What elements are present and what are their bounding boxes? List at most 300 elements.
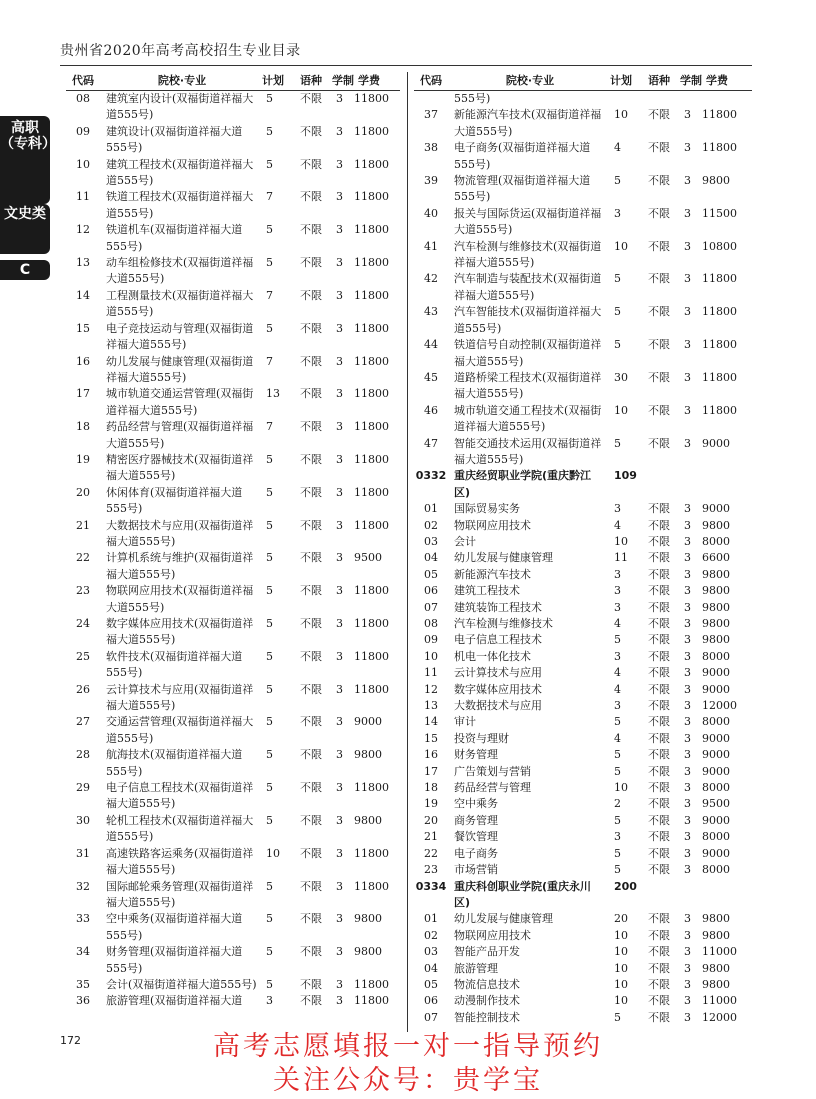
cell-fee: 9800 <box>702 584 730 598</box>
table-row <box>414 714 752 730</box>
cell-plan: 5 <box>614 764 621 778</box>
cell-fee: 9800 <box>702 600 730 614</box>
cell-code: 28 <box>76 748 90 762</box>
cell-lang <box>648 879 684 912</box>
cell-lang: 不限 <box>300 715 322 729</box>
cell-plan: 5 <box>266 452 273 466</box>
watermark-line-2: 关注公众号：贵学宝 <box>273 1065 543 1096</box>
table-row <box>66 944 400 977</box>
cell-years: 3 <box>684 633 691 647</box>
cell-lang: 不限 <box>648 781 670 795</box>
cell-name: 动车组检修技术(双福街道祥福大道555号) <box>106 256 254 286</box>
cell-code: 09 <box>424 633 438 647</box>
cell-lang: 不限 <box>648 682 670 696</box>
cell-lang: 不限 <box>300 92 322 105</box>
cell-code: 07 <box>424 1010 438 1024</box>
cell-code: 37 <box>424 108 438 122</box>
cell-years: 3 <box>684 945 691 959</box>
cell-name: 报关与国际货运(双福街道祥福大道555号) <box>454 206 602 237</box>
cell-name: 药品经营与管理 <box>454 781 531 795</box>
right-table <box>414 72 752 1026</box>
cell-plan: 7 <box>266 288 273 302</box>
header-code: 代码 <box>72 74 94 87</box>
cell-code: 20 <box>76 485 90 499</box>
cell-lang: 不限 <box>648 945 670 959</box>
cell-code: 22 <box>424 846 438 860</box>
cell-plan: 5 <box>266 256 273 270</box>
cell-lang: 不限 <box>648 403 670 417</box>
cell-years: 3 <box>684 436 691 450</box>
cell-lang: 不限 <box>648 338 670 352</box>
cell-plan: 10 <box>614 961 628 975</box>
cell-fee: 9000 <box>702 813 730 827</box>
left-table-body <box>66 91 400 1010</box>
cell-years: 3 <box>336 748 343 762</box>
cell-plan: 5 <box>614 846 621 860</box>
cell-years: 3 <box>684 403 691 417</box>
table-row <box>414 632 752 648</box>
cell-plan: 20 <box>614 912 628 926</box>
cell-code: 10 <box>424 649 438 663</box>
table-row <box>414 534 752 550</box>
table-row <box>414 403 752 436</box>
cell-code: 06 <box>424 994 438 1008</box>
cell-fee: 11800 <box>702 403 737 417</box>
cell-years: 3 <box>336 617 343 630</box>
header-lang: 语种 <box>300 74 322 87</box>
cell-plan: 109 <box>614 469 637 483</box>
cell-years: 3 <box>684 830 691 844</box>
cell-plan: 10 <box>614 945 628 959</box>
table-row <box>414 682 752 698</box>
cell-fee: 11500 <box>702 206 737 220</box>
cell-fee: 9800 <box>702 633 730 647</box>
table-row <box>414 616 752 632</box>
cell-lang: 不限 <box>300 617 322 630</box>
cell-lang: 不限 <box>648 239 670 253</box>
cell-code: 05 <box>424 567 438 581</box>
cell-fee: 11800 <box>702 338 737 352</box>
cell-name: 电子商务 <box>454 846 498 860</box>
cell-plan: 10 <box>266 846 280 860</box>
cell-lang: 不限 <box>300 518 322 532</box>
cell-name: 城市轨道交通运营管理(双福街道祥福大道555号) <box>106 387 254 417</box>
cell-name: 物联网应用技术 <box>454 928 531 942</box>
cell-lang: 不限 <box>648 436 670 450</box>
header-name: 院校·专业 <box>505 74 555 87</box>
cell-fee: 9000 <box>702 731 730 745</box>
cell-lang: 不限 <box>300 124 322 138</box>
cell-fee: 9000 <box>354 715 382 729</box>
cell-plan: 5 <box>266 617 273 630</box>
table-row <box>414 829 752 845</box>
cell-fee: 9000 <box>702 682 730 696</box>
table-row <box>66 222 400 255</box>
table-row <box>414 764 752 780</box>
cell-fee: 9800 <box>354 748 382 762</box>
cell-fee: 9000 <box>702 666 730 680</box>
cell-lang: 不限 <box>648 1010 670 1024</box>
header-years: 学制 <box>680 74 702 87</box>
cell-fee: 8000 <box>702 715 730 729</box>
table-row <box>66 518 400 551</box>
cell-lang: 不限 <box>648 534 670 548</box>
cell-fee: 12000 <box>702 699 737 713</box>
cell-fee: 11800 <box>354 879 389 893</box>
cell-code: 13 <box>424 699 438 713</box>
cell-fee <box>702 468 748 501</box>
cell-fee: 9800 <box>354 912 382 926</box>
cell-name: 智能交通技术运用(双福街道祥福大道555号) <box>454 436 602 466</box>
cell-fee: 8000 <box>702 534 730 548</box>
cell-years: 3 <box>684 994 691 1008</box>
table-row <box>414 107 752 140</box>
cell-lang <box>648 468 684 501</box>
table-row <box>414 436 752 469</box>
cell-lang: 不限 <box>300 846 322 860</box>
table-row <box>414 747 752 763</box>
table-row <box>66 485 400 518</box>
cell-name: 数字媒体应用技术(双福街道祥福大道555号) <box>106 617 254 647</box>
cell-code: 27 <box>76 715 90 729</box>
cell-plan: 4 <box>614 731 621 745</box>
cell-fee: 11800 <box>354 994 389 1008</box>
cell-years <box>684 468 702 501</box>
cell-lang: 不限 <box>648 633 670 647</box>
cell-fee: 11000 <box>702 994 737 1008</box>
cell-fee: 11800 <box>354 157 389 171</box>
cell-lang: 不限 <box>648 912 670 926</box>
cell-code: 08 <box>424 617 438 630</box>
cell-fee: 9800 <box>702 518 730 532</box>
cell-code: 09 <box>76 124 90 138</box>
cell-plan: 7 <box>266 420 273 434</box>
cell-fee: 8000 <box>702 863 730 877</box>
cell-years: 3 <box>336 813 343 827</box>
cell-lang: 不限 <box>648 961 670 975</box>
cell-lang: 不限 <box>648 305 670 319</box>
cell-name: 财务管理 <box>454 748 498 762</box>
cell-years: 3 <box>336 288 343 302</box>
cell-lang: 不限 <box>648 830 670 844</box>
cell-years: 3 <box>684 567 691 581</box>
cell-plan: 3 <box>614 830 621 844</box>
cell-name: 商务管理 <box>454 813 498 827</box>
cell-name: 动漫制作技术 <box>454 994 520 1008</box>
cell-years: 3 <box>684 863 691 877</box>
cell-plan: 30 <box>614 370 628 384</box>
cell-name: 会计(双福街道祥福大道555号) <box>106 977 257 991</box>
cell-years: 3 <box>684 584 691 598</box>
table-row <box>66 386 400 419</box>
cell-name: 汽车检测与维修技术 <box>454 617 553 630</box>
cell-fee: 11800 <box>354 92 389 105</box>
cell-lang: 不限 <box>648 731 670 745</box>
table-row <box>66 780 400 813</box>
table-row <box>66 419 400 452</box>
table-row <box>66 124 400 157</box>
cell-years: 3 <box>684 141 691 155</box>
cell-years: 3 <box>684 551 691 565</box>
side-tab-category: 文史类 <box>0 204 50 254</box>
cell-years: 3 <box>684 1010 691 1024</box>
cell-lang: 不限 <box>300 879 322 893</box>
cell-plan: 5 <box>266 584 273 598</box>
cell-name: 云计算技术与应用 <box>454 666 542 680</box>
cell-years: 3 <box>684 961 691 975</box>
cell-lang: 不限 <box>300 912 322 926</box>
cell-fee <box>702 879 748 912</box>
cell-plan: 3 <box>266 994 273 1008</box>
table-row <box>414 337 752 370</box>
cell-name: 建筑设计(双福街道祥福大道555号) <box>106 124 243 155</box>
cell-name: 重庆科创职业学院(重庆永川区) <box>454 879 592 909</box>
cell-name: 旅游管理 <box>454 961 498 975</box>
cell-years: 3 <box>684 534 691 548</box>
cell-fee <box>702 91 748 107</box>
cell-years: 3 <box>684 174 691 188</box>
cell-plan: 10 <box>614 108 628 122</box>
cell-name: 软件技术(双福街道祥福大道555号) <box>106 649 243 680</box>
cell-plan: 5 <box>614 338 621 352</box>
cell-lang: 不限 <box>300 190 322 204</box>
table-row <box>414 91 752 107</box>
cell-fee: 9500 <box>702 797 730 811</box>
cell-lang: 不限 <box>648 649 670 663</box>
cell-code: 05 <box>424 977 438 991</box>
cell-code: 0334 <box>415 879 447 893</box>
cell-fee: 11800 <box>354 452 389 466</box>
cell-name: 大数据技术与应用(双福街道祥福大道555号) <box>106 518 254 548</box>
cell-name: 空中乘务 <box>454 797 498 811</box>
cell-plan <box>606 91 648 107</box>
cell-fee: 9800 <box>702 928 730 942</box>
header-fee: 学费 <box>706 74 728 87</box>
cell-lang: 不限 <box>300 354 322 368</box>
cell-plan: 2 <box>614 797 621 811</box>
cell-years: 3 <box>684 518 691 532</box>
cell-plan: 5 <box>266 977 273 991</box>
cell-code: 44 <box>424 338 438 352</box>
cell-name: 大数据技术与应用 <box>454 699 542 713</box>
cell-code: 45 <box>424 370 438 384</box>
cell-plan: 5 <box>266 223 273 237</box>
cell-plan: 10 <box>614 977 628 991</box>
cell-plan: 10 <box>614 928 628 942</box>
cell-name: 高速铁路客运乘务(双福街道祥福大道555号) <box>106 846 254 877</box>
cell-plan: 5 <box>266 682 273 696</box>
cell-fee: 9000 <box>702 748 730 762</box>
cell-plan: 5 <box>614 813 621 827</box>
cell-name: 幼儿发展与健康管理 <box>454 551 553 565</box>
cell-name: 智能产品开发 <box>454 945 520 959</box>
cell-fee: 10800 <box>702 239 737 253</box>
cell-fee: 8000 <box>702 649 730 663</box>
page-number: 172 <box>60 1034 81 1047</box>
cell-name: 市场营销 <box>454 863 498 877</box>
watermark-line-1: 高考志愿填报一对一指导预约 <box>213 1031 603 1062</box>
table-row <box>66 354 400 387</box>
table-row <box>414 370 752 403</box>
cell-code: 40 <box>424 206 438 220</box>
cell-years: 3 <box>336 92 343 105</box>
cell-fee: 11000 <box>702 945 737 959</box>
table-row <box>414 698 752 714</box>
cell-fee: 11800 <box>354 321 389 335</box>
cell-name: 汽车智能技术(双福街道祥福大道555号) <box>454 305 602 335</box>
header-lang: 语种 <box>648 74 670 87</box>
header-years: 学制 <box>332 74 354 87</box>
cell-years: 3 <box>336 452 343 466</box>
cell-lang: 不限 <box>300 584 322 598</box>
cell-plan: 5 <box>266 879 273 893</box>
cell-years: 3 <box>336 157 343 171</box>
cell-fee: 9000 <box>702 502 730 516</box>
table-row <box>414 304 752 337</box>
table-row <box>66 993 400 1009</box>
cell-years: 3 <box>336 649 343 663</box>
cell-fee: 11800 <box>354 288 389 302</box>
table-row <box>66 714 400 747</box>
cell-code: 35 <box>76 977 90 991</box>
cell-name: 休闲体育(双福街道祥福大道555号) <box>106 485 243 516</box>
table-row <box>414 271 752 304</box>
cell-code: 16 <box>424 748 438 762</box>
table-row <box>414 173 752 206</box>
cell-code: 39 <box>424 174 438 188</box>
cell-name: 汽车制造与装配技术(双福街道祥福大道555号) <box>454 272 602 302</box>
cell-lang: 不限 <box>648 141 670 155</box>
cell-lang: 不限 <box>648 797 670 811</box>
cell-years: 3 <box>684 928 691 942</box>
cell-plan: 10 <box>614 534 628 548</box>
cell-plan: 5 <box>266 321 273 335</box>
cell-name: 数字媒体应用技术 <box>454 682 542 696</box>
cell-years: 3 <box>336 354 343 368</box>
cell-years: 3 <box>684 764 691 778</box>
cell-fee: 11800 <box>702 141 737 155</box>
table-row <box>414 961 752 977</box>
header-rule <box>60 65 752 66</box>
cell-name: 轮机工程技术(双福街道祥福大道555号) <box>106 813 254 844</box>
cell-years: 3 <box>684 715 691 729</box>
cell-code: 11 <box>76 190 90 204</box>
cell-plan: 5 <box>266 649 273 663</box>
cell-code: 26 <box>76 682 90 696</box>
cell-years: 3 <box>336 485 343 499</box>
cell-code: 02 <box>424 928 438 942</box>
cell-fee: 11800 <box>354 617 389 630</box>
cell-code: 08 <box>76 92 90 105</box>
table-row <box>66 157 400 190</box>
cell-plan: 5 <box>614 436 621 450</box>
table-row <box>414 862 752 878</box>
cell-name: 新能源汽车技术 <box>454 567 531 581</box>
table-row <box>414 846 752 862</box>
cell-code: 04 <box>424 551 438 565</box>
cell-plan: 5 <box>266 124 273 138</box>
cell-fee: 9800 <box>702 912 730 926</box>
cell-years: 3 <box>336 912 343 926</box>
cell-years: 3 <box>684 977 691 991</box>
cell-lang: 不限 <box>300 649 322 663</box>
cell-plan: 5 <box>614 633 621 647</box>
cell-plan: 5 <box>266 781 273 795</box>
cell-fee: 11800 <box>354 124 389 138</box>
cell-code: 47 <box>424 436 438 450</box>
cell-fee: 11800 <box>354 649 389 663</box>
cell-name: 铁道信号自动控制(双福街道祥福大道555号) <box>454 338 602 368</box>
cell-lang: 不限 <box>648 764 670 778</box>
cell-years: 3 <box>336 879 343 893</box>
cell-lang: 不限 <box>300 748 322 762</box>
cell-name: 工程测量技术(双福街道祥福大道555号) <box>106 288 254 319</box>
cell-plan: 10 <box>614 239 628 253</box>
cell-code: 01 <box>424 502 438 516</box>
table-row <box>414 583 752 599</box>
cell-code: 29 <box>76 781 90 795</box>
cell-years: 3 <box>684 731 691 745</box>
cell-name: 幼儿发展与健康管理 <box>454 912 553 926</box>
cell-plan: 5 <box>266 945 273 959</box>
cell-fee: 11800 <box>702 272 737 286</box>
cell-years: 3 <box>684 502 691 516</box>
cell-plan: 4 <box>614 518 621 532</box>
cell-lang <box>648 91 684 107</box>
cell-years: 3 <box>684 108 691 122</box>
cell-plan: 3 <box>614 649 621 663</box>
cell-code: 19 <box>76 452 90 466</box>
cell-lang: 不限 <box>300 157 322 171</box>
cell-fee: 8000 <box>702 830 730 844</box>
cell-lang: 不限 <box>648 715 670 729</box>
cell-fee: 9000 <box>702 764 730 778</box>
cell-fee: 11800 <box>354 846 389 860</box>
cell-fee: 9800 <box>702 567 730 581</box>
cell-name: 航海技术(双福街道祥福大道555号) <box>106 748 243 778</box>
cell-fee: 11800 <box>354 190 389 204</box>
cell-code: 32 <box>76 879 90 893</box>
cell-code: 13 <box>76 256 90 270</box>
table-row <box>66 649 400 682</box>
cell-code: 25 <box>76 649 90 663</box>
table-row <box>414 600 752 616</box>
cell-name: 精密医疗器械技术(双福街道祥福大道555号) <box>106 452 254 483</box>
cell-code: 23 <box>424 863 438 877</box>
cell-code: 15 <box>76 321 90 335</box>
cell-name: 重庆经贸职业学院(重庆黔江区) <box>454 469 592 499</box>
cell-name: 电子信息工程技术(双福街道祥福大道555号) <box>106 781 254 811</box>
cell-plan: 5 <box>266 157 273 171</box>
cell-name: 物联网应用技术 <box>454 518 531 532</box>
cell-name: 电子商务(双福街道祥福大道555号) <box>454 141 591 171</box>
cell-lang: 不限 <box>648 567 670 581</box>
table-row <box>414 813 752 829</box>
column-divider <box>407 72 408 1032</box>
cell-lang: 不限 <box>300 288 322 302</box>
cell-name: 餐饮管理 <box>454 830 498 844</box>
cell-lang: 不限 <box>648 994 670 1008</box>
cell-years: 3 <box>336 190 343 204</box>
table-row <box>414 928 752 944</box>
cell-code: 12 <box>424 682 438 696</box>
table-row <box>414 239 752 272</box>
cell-fee: 11800 <box>354 781 389 795</box>
table-row <box>414 944 752 960</box>
cell-code: 14 <box>76 288 90 302</box>
cell-name: 物流管理(双福街道祥福大道555号) <box>454 174 591 204</box>
cell-name: 铁道机车(双福街道祥福大道555号) <box>106 223 243 253</box>
